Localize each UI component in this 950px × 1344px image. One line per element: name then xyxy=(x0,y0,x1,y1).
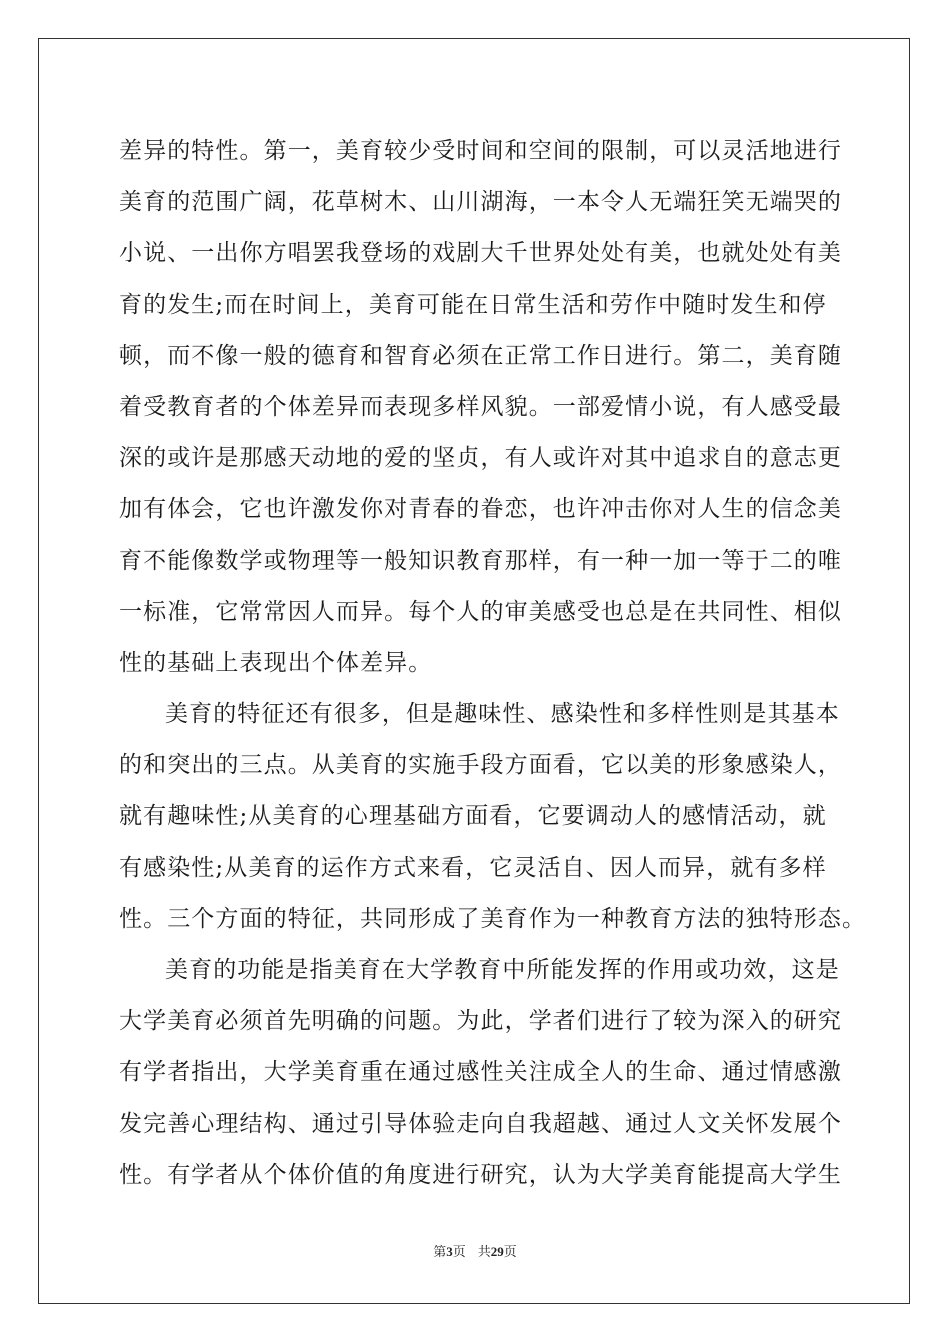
text-line: 美育的功能是指美育在大学教育中所能发挥的作用或功效，这是 xyxy=(165,957,840,983)
footer-total-suffix: 页 xyxy=(503,1244,517,1259)
text-line: 有学者指出，大学美育重在通过感性关注成全人的生命、通过情感激 xyxy=(119,1059,842,1086)
text-line: 加有体会，它也许激发你对青春的眷恋，也许冲击你对人生的信念美 xyxy=(119,496,842,523)
text-line: 性。三个方面的特征，共同形成了美育作为一种教育方法的独特形态。 xyxy=(119,905,867,932)
text-line: 大学美育必须首先明确的问题。为此，学者们进行了较为深入的研究 xyxy=(119,1008,842,1035)
text-line: 的和突出的三点。从美育的实施手段方面看，它以美的形象感染人， xyxy=(119,752,842,779)
footer-page-prefix: 第 xyxy=(433,1244,447,1259)
document-body xyxy=(119,126,867,1201)
text-line: 就有趣味性;从美育的心理基础方面看，它要调动人的感情活动，就 xyxy=(119,803,827,830)
text-line: 育的发生;而在时间上，美育可能在日常生活和劳作中随时发生和停 xyxy=(119,291,827,318)
footer-page-suffix: 页 xyxy=(452,1244,466,1259)
text-line: 美育的特征还有很多，但是趣味性、感染性和多样性则是其基本 xyxy=(165,701,840,728)
text-line: 有感染性;从美育的运作方式来看，它灵活自、因人而异，就有多样 xyxy=(119,854,827,881)
text-line: 差异的特性。第一，美育较少受时间和空间的限制，可以灵活地进行 xyxy=(119,138,842,164)
text-line: 着受教育者的个体差异而表现多样风貌。一部爱情小说，有人感受最 xyxy=(119,393,842,420)
text-line: 性的基础上表现出个体差异。 xyxy=(119,649,433,676)
text-line: 性。有学者从个体价值的角度进行研究，认为大学美育能提高大学生 xyxy=(119,1161,842,1188)
footer-total-prefix: 共 xyxy=(477,1244,491,1259)
text-line: 一标准，它常常因人而异。每个人的审美感受也总是在共同性、相似 xyxy=(119,598,842,625)
text-line: 深的或许是那感天动地的爱的坚贞，有人或许对其中追求自的意志更 xyxy=(119,445,842,472)
text-line: 小说、一出你方唱罢我登场的戏剧大千世界处处有美，也就处处有美 xyxy=(119,240,842,267)
text-line: 发完善心理结构、通过引导体验走向自我超越、通过人文关怀发展个 xyxy=(119,1110,842,1137)
text-line: 美育的范围广阔，花草树木、山川湖海，一本令人无端狂笑无端哭的 xyxy=(119,189,842,216)
footer-page-number: 3 xyxy=(446,1244,453,1259)
footer-total-pages: 29 xyxy=(490,1244,504,1259)
text-line: 顿，而不像一般的德育和智育必须在正常工作日进行。第二，美育随 xyxy=(119,342,842,369)
page-footer xyxy=(0,1241,950,1260)
text-line: 育不能像数学或物理等一般知识教育那样，有一种一加一等于二的唯 xyxy=(119,547,842,574)
